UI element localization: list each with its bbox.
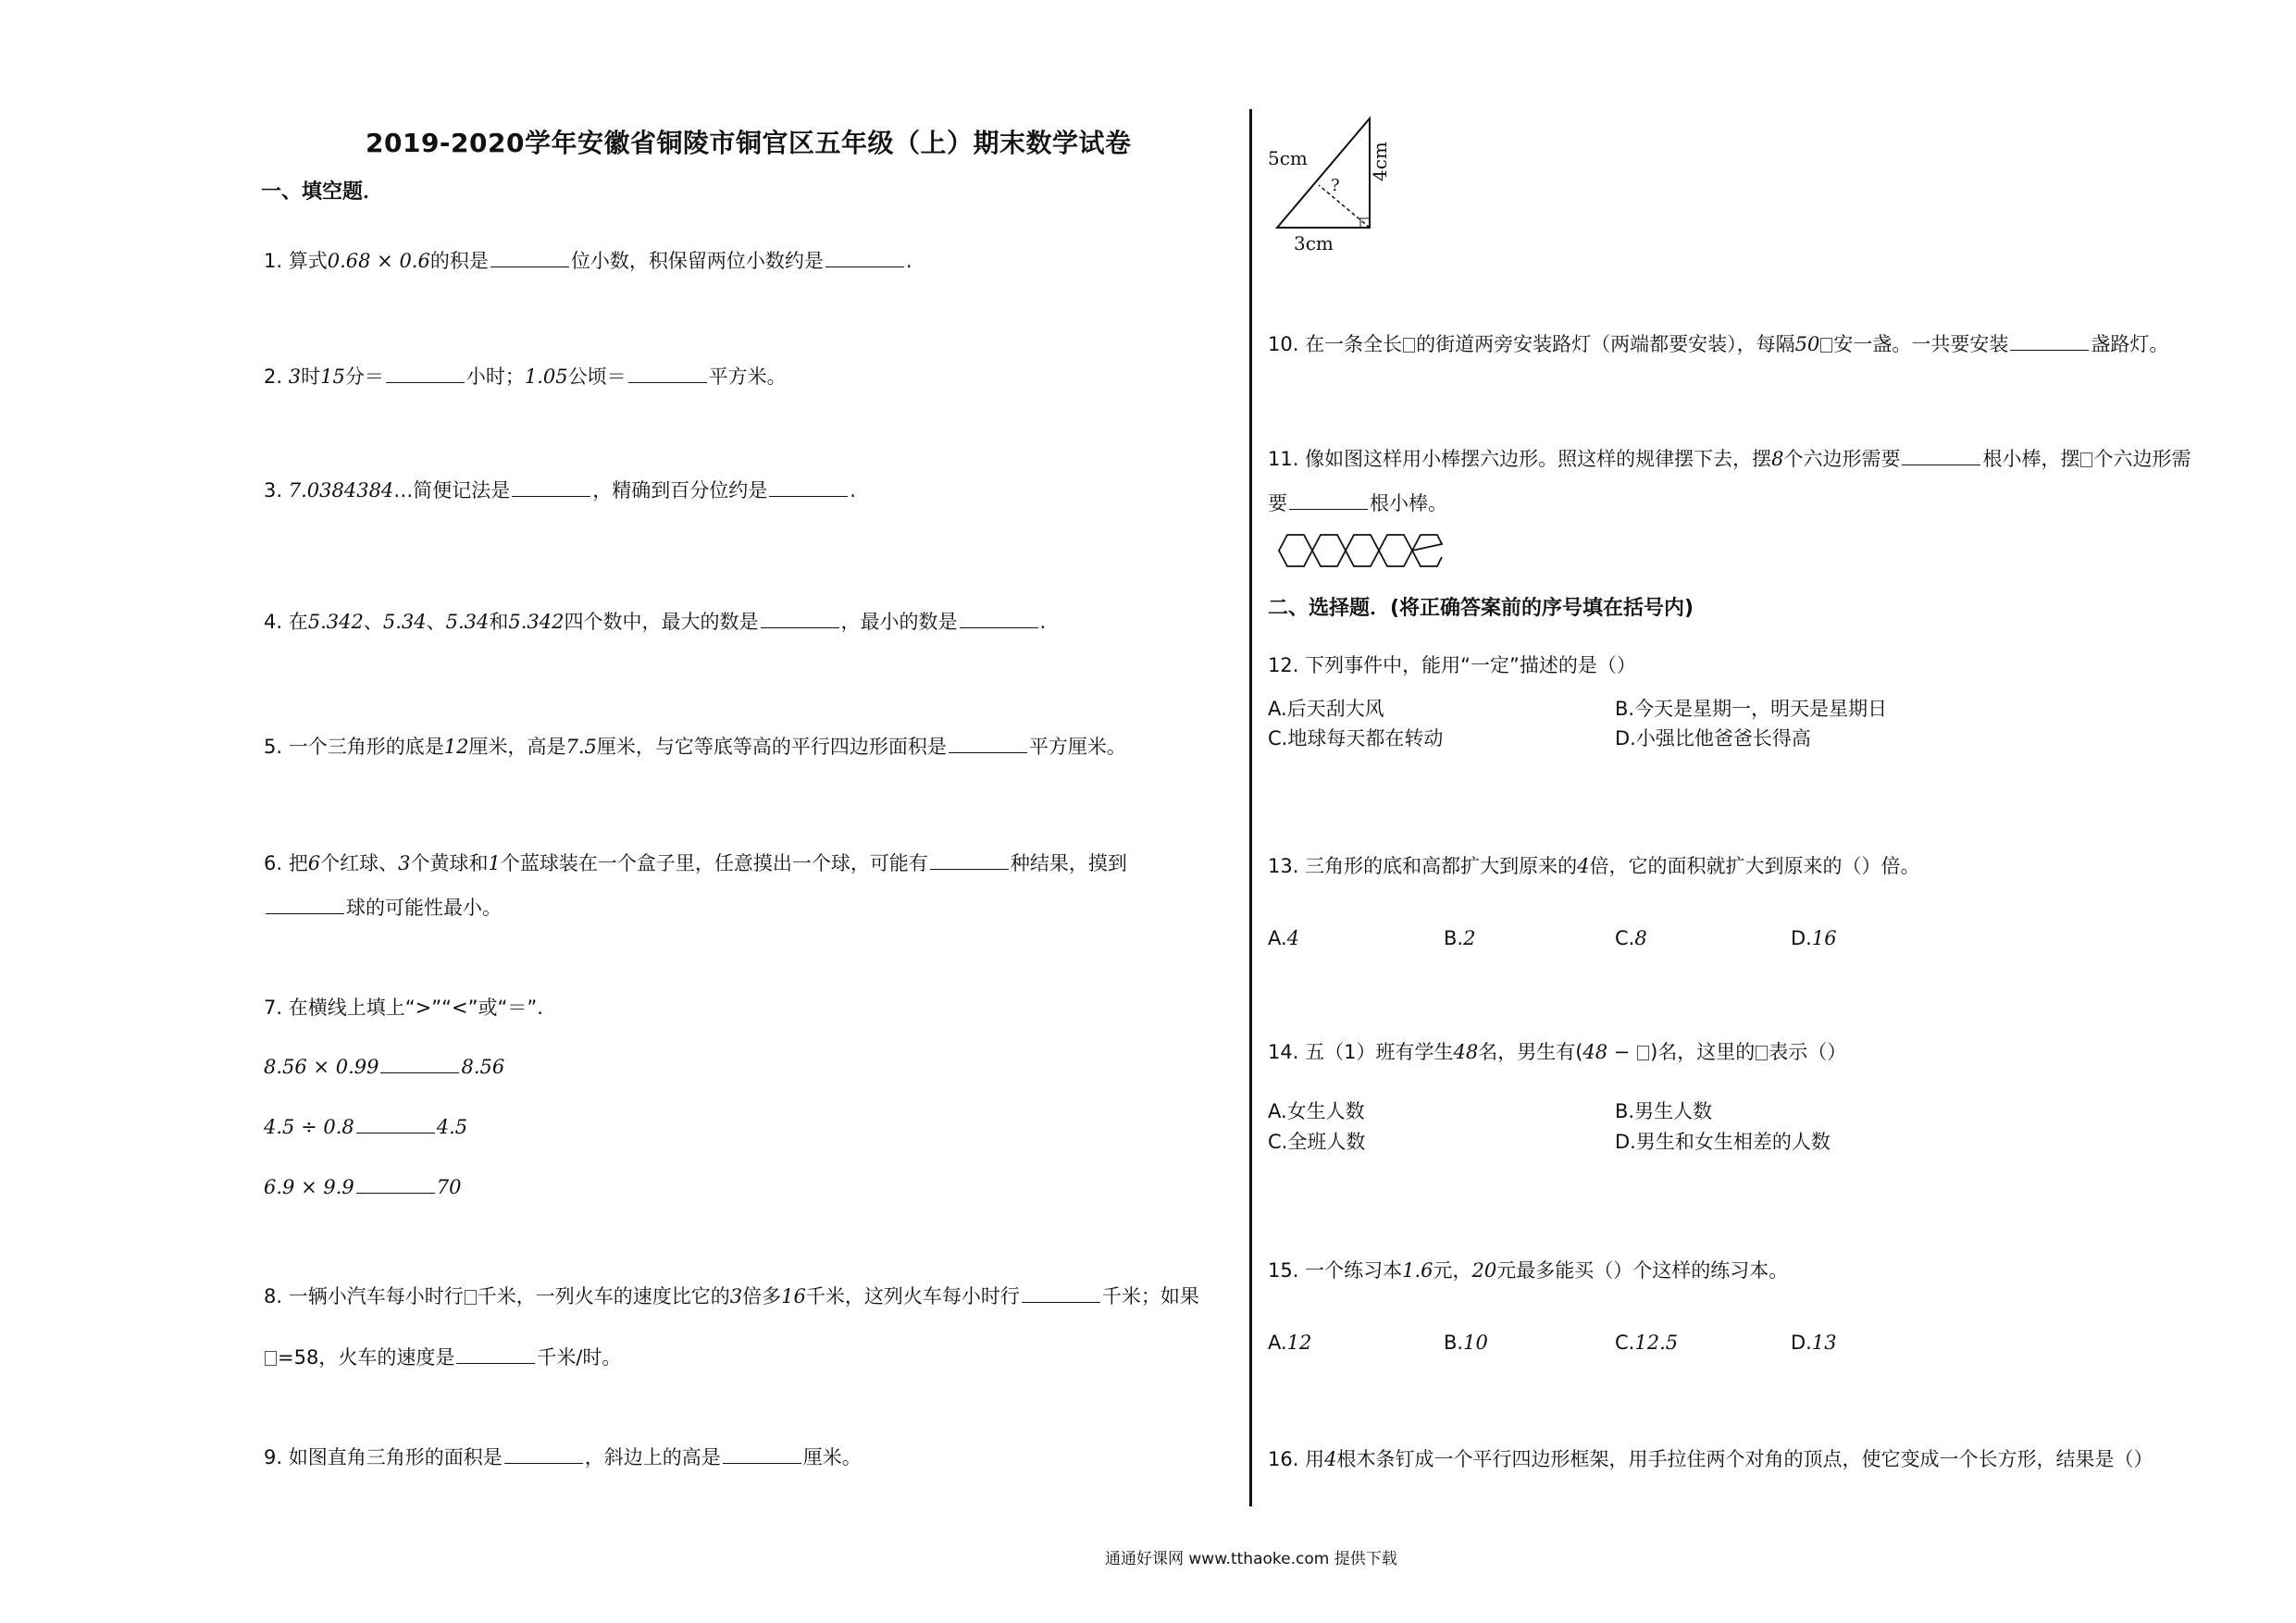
answer-blank[interactable] [769, 477, 848, 497]
answer-blank[interactable] [2010, 331, 2089, 351]
answer-blank[interactable] [1289, 490, 1368, 510]
question-7: 7. 在横线上填上“>”“<”或“＝”. [264, 997, 543, 1019]
answer-blank[interactable] [490, 248, 569, 267]
comparison-row-3: 6.9 × 9.9 70 [264, 1176, 462, 1198]
option-a[interactable]: A.12 [1268, 1332, 1312, 1354]
option-d[interactable]: D.男生和女生相差的人数 [1615, 1131, 1831, 1153]
column-divider [1249, 109, 1252, 1506]
unknown-box-icon [465, 1290, 477, 1305]
answer-blank[interactable] [949, 734, 1027, 753]
question-6-line-2: 球的可能性最小。 [264, 894, 502, 922]
question-10: 10. 在一条全长 的街道两旁安装路灯（两端都要安装），每隔50 安一盏。一共要安装 盏路灯。 [1268, 333, 2169, 355]
option-b[interactable]: B.今天是星期一，明天是星期日 [1615, 698, 1888, 720]
question-number: 10. [1268, 333, 1299, 355]
answer-blank[interactable] [723, 1444, 801, 1464]
question-1: 1. 算式0.68 × 0.6的积是 位小数，积保留两位小数约是 . [264, 250, 912, 272]
option-b[interactable]: B.10 [1444, 1332, 1488, 1354]
question-number: 9. [264, 1446, 283, 1468]
question-number: 1. [264, 250, 283, 272]
question-9: 9. 如图直角三角形的面积是 ，斜边上的高是 厘米。 [264, 1446, 862, 1468]
question-number: 15. [1268, 1259, 1299, 1282]
question-4: 4. 在5.342、5.34、5.34和5.342四个数中，最大的数是 ，最小的数是 . [264, 611, 1047, 633]
question-14: 14. 五（1）班有学生48名，男生有(48 − )名，这里的 表示（） [1268, 1041, 1847, 1063]
right-triangle-figure [1268, 109, 1397, 257]
question-12: 12. 下列事件中，能用“一定”描述的是（） [1268, 654, 1636, 676]
answer-blank[interactable] [1902, 446, 1980, 465]
question-15: 15. 一个练习本1.6元，20元最多能买（）个这样的练习本。 [1268, 1259, 1789, 1282]
question-8: 8. 一辆小汽车每小时行 千米，一列火车的速度比它的3倍多16千米，这列火车每小时行 千米；如果 [264, 1285, 1199, 1307]
hexagon-chain-figure [1270, 526, 1446, 576]
unknown-box-icon [2080, 452, 2092, 467]
answer-blank[interactable] [825, 248, 904, 267]
answer-blank[interactable] [456, 1344, 535, 1364]
option-d[interactable]: D.小强比他爸爸长得高 [1615, 727, 1811, 750]
comparison-row-2: 4.5 ÷ 0.8 4.5 [264, 1116, 468, 1138]
question-number: 8. [264, 1285, 283, 1307]
question-6: 6. 把6个红球、3个黄球和1个蓝球装在一个盒子里，任意摸出一个球，可能有 种结果，摸到 [264, 852, 1127, 874]
option-c[interactable]: C.全班人数 [1268, 1131, 1366, 1153]
question-number: 4. [264, 611, 283, 633]
question-11-line-2: 要 根小棒。 [1268, 492, 1447, 514]
option-c[interactable]: C.12.5 [1615, 1332, 1679, 1354]
question-16: 16. 用4根木条钉成一个平行四边形框架，用手拉住两个对角的顶点，使它变成一个长方形，结果是（） [1268, 1448, 2153, 1470]
answer-blank[interactable] [386, 364, 465, 383]
unknown-box-icon [1820, 338, 1832, 353]
section-choice-heading: 二、选择题．(将正确答案前的序号填在括号内) [1268, 597, 1694, 620]
option-d[interactable]: D.16 [1791, 927, 1837, 949]
question-2: 2. 3时15分＝ 小时；1.05公顷＝ 平方米。 [264, 365, 787, 388]
question-number: 7. [264, 997, 283, 1019]
triangle-hypotenuse-label: 5cm [1268, 147, 1308, 169]
option-c[interactable]: C.8 [1615, 927, 1647, 949]
answer-blank[interactable] [512, 477, 590, 497]
option-b[interactable]: B.男生人数 [1615, 1100, 1713, 1122]
question-number: 12. [1268, 654, 1299, 676]
question-13: 13. 三角形的底和高都扩大到原来的4倍，它的面积就扩大到原来的（）倍。 [1268, 855, 1920, 877]
question-11: 11. 像如图这样用小棒摆六边形。照这样的规律摆下去，摆8个六边形需要 根小棒，摆 个六边形需 [1268, 448, 2191, 470]
option-b[interactable]: B.2 [1444, 927, 1476, 949]
option-a[interactable]: A.女生人数 [1268, 1100, 1365, 1122]
unknown-box-icon [1637, 1046, 1649, 1060]
answer-blank[interactable] [1022, 1283, 1100, 1303]
question-number: 5. [264, 736, 283, 758]
answer-blank[interactable] [628, 364, 707, 383]
page-title: 2019-2020学年安徽省铜陵市铜官区五年级（上）期末数学试卷 [366, 128, 1132, 158]
question-number: 2. [264, 365, 283, 388]
comparison-row-1: 8.56 × 0.99 8.56 [264, 1056, 505, 1078]
question-number: 11. [1268, 448, 1299, 470]
question-number: 16. [1268, 1448, 1299, 1470]
unknown-box-icon [1756, 1046, 1768, 1060]
answer-blank[interactable] [960, 609, 1038, 628]
option-d[interactable]: D.13 [1791, 1332, 1837, 1354]
question-number: 13. [1268, 855, 1299, 877]
answer-blank[interactable] [380, 1054, 459, 1073]
question-number: 14. [1268, 1041, 1299, 1063]
question-8-line-2: =58，火车的速度是 千米/时。 [264, 1344, 621, 1371]
footer-source: 通通好课网 www.tthaoke.com 提供下载 [1105, 1550, 1397, 1568]
question-number: 3. [264, 479, 283, 502]
question-3: 3. 7.0384384…简便记法是 ，精确到百分位约是 . [264, 479, 856, 502]
triangle-unknown-label: ? [1331, 176, 1340, 195]
answer-blank[interactable] [266, 895, 344, 914]
answer-blank[interactable] [930, 850, 1009, 870]
unknown-box-icon [1403, 338, 1415, 353]
answer-blank[interactable] [356, 1174, 435, 1194]
answer-blank[interactable] [356, 1114, 435, 1134]
option-a[interactable]: A.4 [1268, 927, 1300, 949]
triangle-base-label: 3cm [1294, 232, 1334, 254]
option-a[interactable]: A.后天刮大风 [1268, 698, 1384, 720]
unknown-box-icon [265, 1351, 277, 1366]
question-5: 5. 一个三角形的底是12厘米，高是7.5厘米，与它等底等高的平行四边形面积是 平方厘米。 [264, 736, 1126, 758]
answer-blank[interactable] [504, 1444, 583, 1464]
section-fill-in-heading: 一、填空题． [261, 180, 384, 204]
answer-blank[interactable] [761, 609, 839, 628]
question-number: 6. [264, 852, 283, 874]
option-c[interactable]: C.地球每天都在转动 [1268, 727, 1444, 750]
triangle-side-label: 4cm [1369, 142, 1391, 181]
